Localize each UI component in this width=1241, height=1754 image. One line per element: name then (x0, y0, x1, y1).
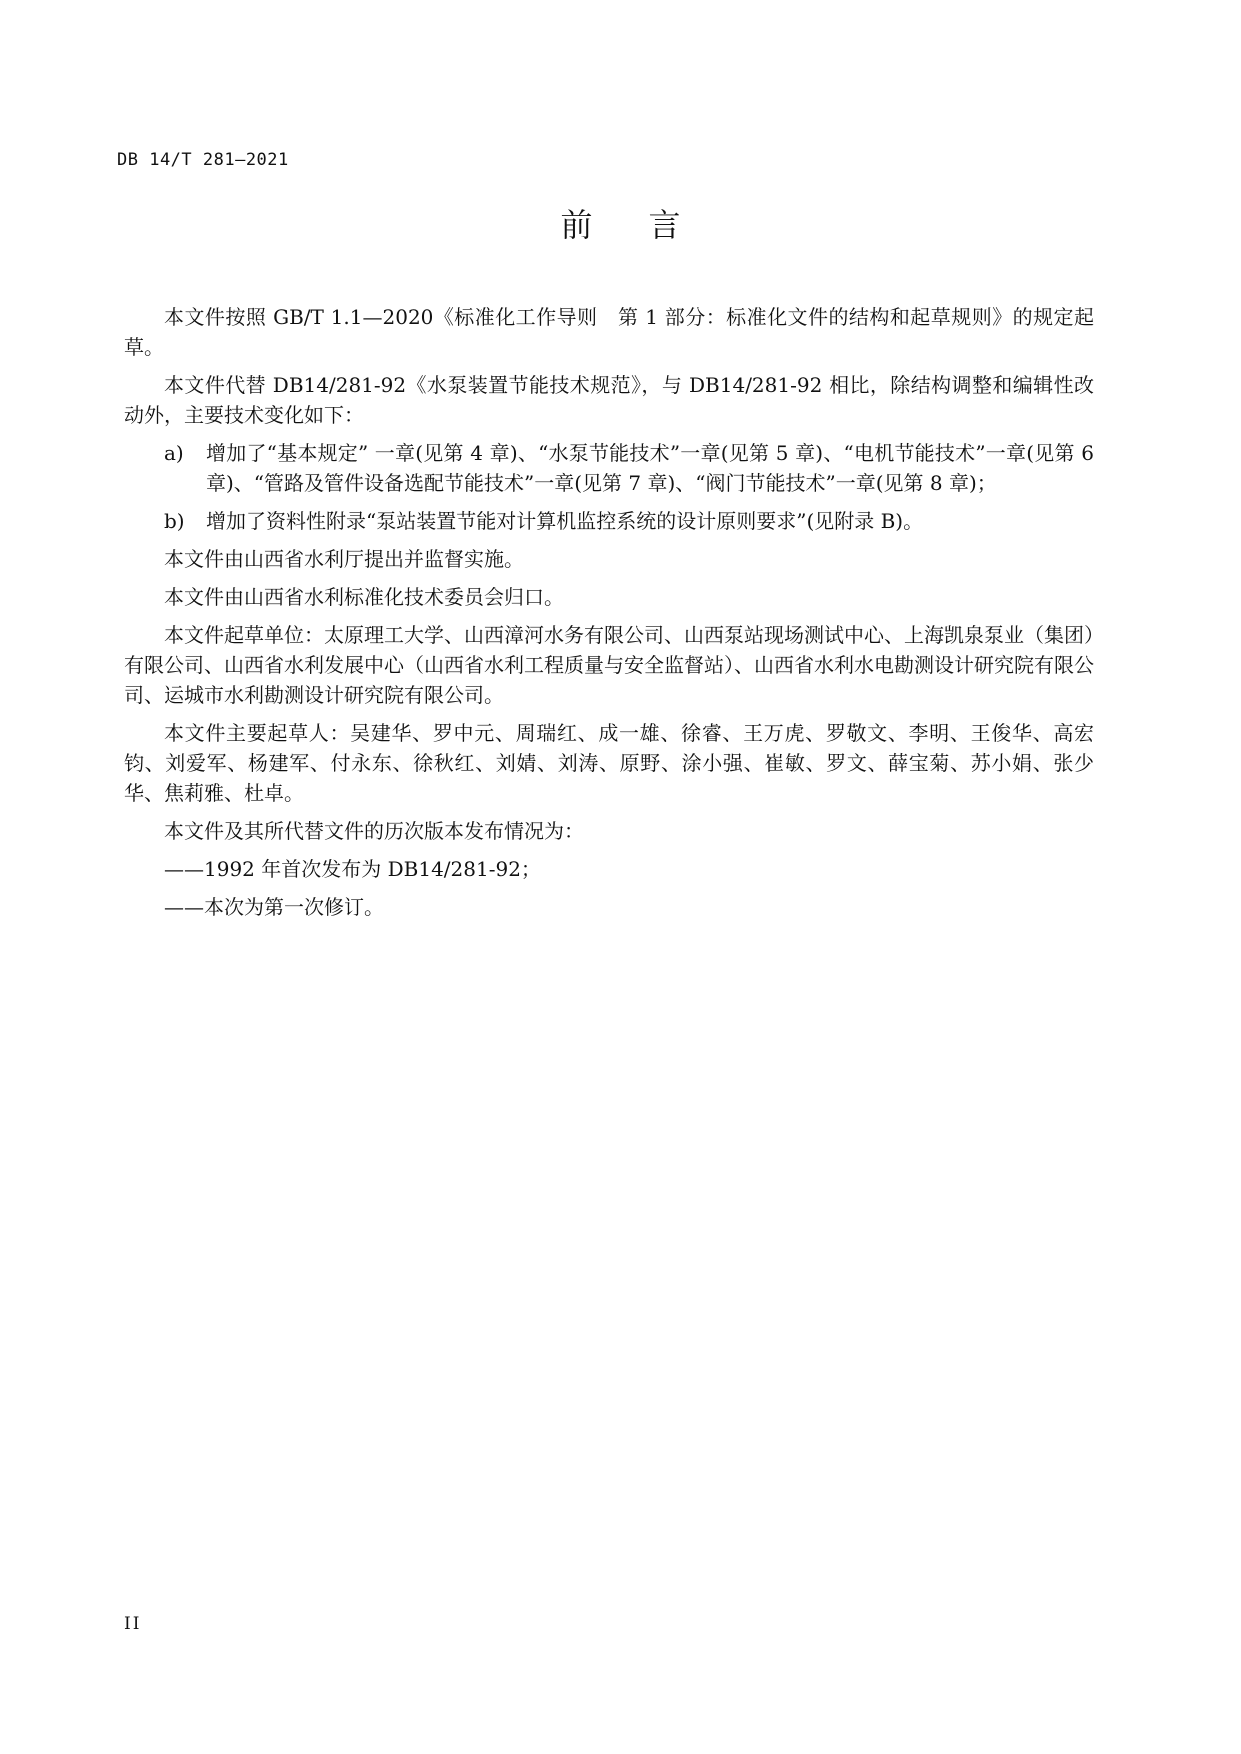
paragraph-drafters: 本文件主要起草人：吴建华、罗中元、周瑞红、成一雄、徐睿、王万虎、罗敬文、李明、王俊华、高宏钧、刘爱军、杨建军、付永东、徐秋红、刘婧、刘涛、原野、涂小强、崔敏、罗文、薛宝菊、苏小娟、张少华、焦莉雅、杜卓。 (124, 721, 1094, 805)
list-item-text: 增加了“基本规定” 一章(见第 4 章)、“水泵节能技术”一章(见第 5 章)、“电机节能技术”一章(见第 6 章)、“管路及管件设备选配节能技术”一章(见第 7 章)、“阀门节能技术”一章(见第 8 章)； (206, 441, 1094, 495)
list-item (124, 506, 1094, 536)
paragraph-drafting-units: 本文件起草单位：太原理工大学、山西漳河水务有限公司、山西泵站现场测试中心、上海凯泉泵业（集团）有限公司、山西省水利发展中心（山西省水利工程质量与安全监督站）、山西省水利水电勘测设计研究院有限公司、运城市水利勘测设计研究院有限公司。 (124, 623, 1094, 707)
list-marker: a) (164, 441, 184, 465)
page-number: II (124, 1614, 142, 1634)
document-code: DB 14/T 281—2021 (117, 150, 289, 170)
paragraph-history-intro: 本文件及其所代替文件的历次版本发布情况为： (164, 819, 584, 843)
list-item-text: 增加了资料性附录“泵站装置节能对计算机监控系统的设计原则要求”(见附录 B)。 (206, 509, 924, 533)
foreword-body (124, 302, 1094, 930)
page-title: 前言 (560, 206, 737, 244)
paragraph-drafting-basis: 本文件按照 GB/T 1.1—2020《标准化工作导则 第 1 部分：标准化文件的结构和起草规则》的规定起草。 (124, 305, 1094, 359)
paragraph-proposer: 本文件由山西省水利厅提出并监督实施。 (164, 547, 524, 571)
list-marker: b) (164, 509, 185, 533)
history-entry: ——本次为第一次修订。 (164, 895, 384, 919)
history-entry: ——1992 年首次发布为 DB14/281-92； (164, 857, 541, 881)
paragraph-committee: 本文件由山西省水利标准化技术委员会归口。 (164, 585, 564, 609)
list-item (124, 438, 1094, 498)
paragraph-replacement: 本文件代替 DB14/281-92《水泵装置节能技术规范》，与 DB14/281-92 相比，除结构调整和编辑性改动外，主要技术变化如下： (124, 373, 1094, 427)
